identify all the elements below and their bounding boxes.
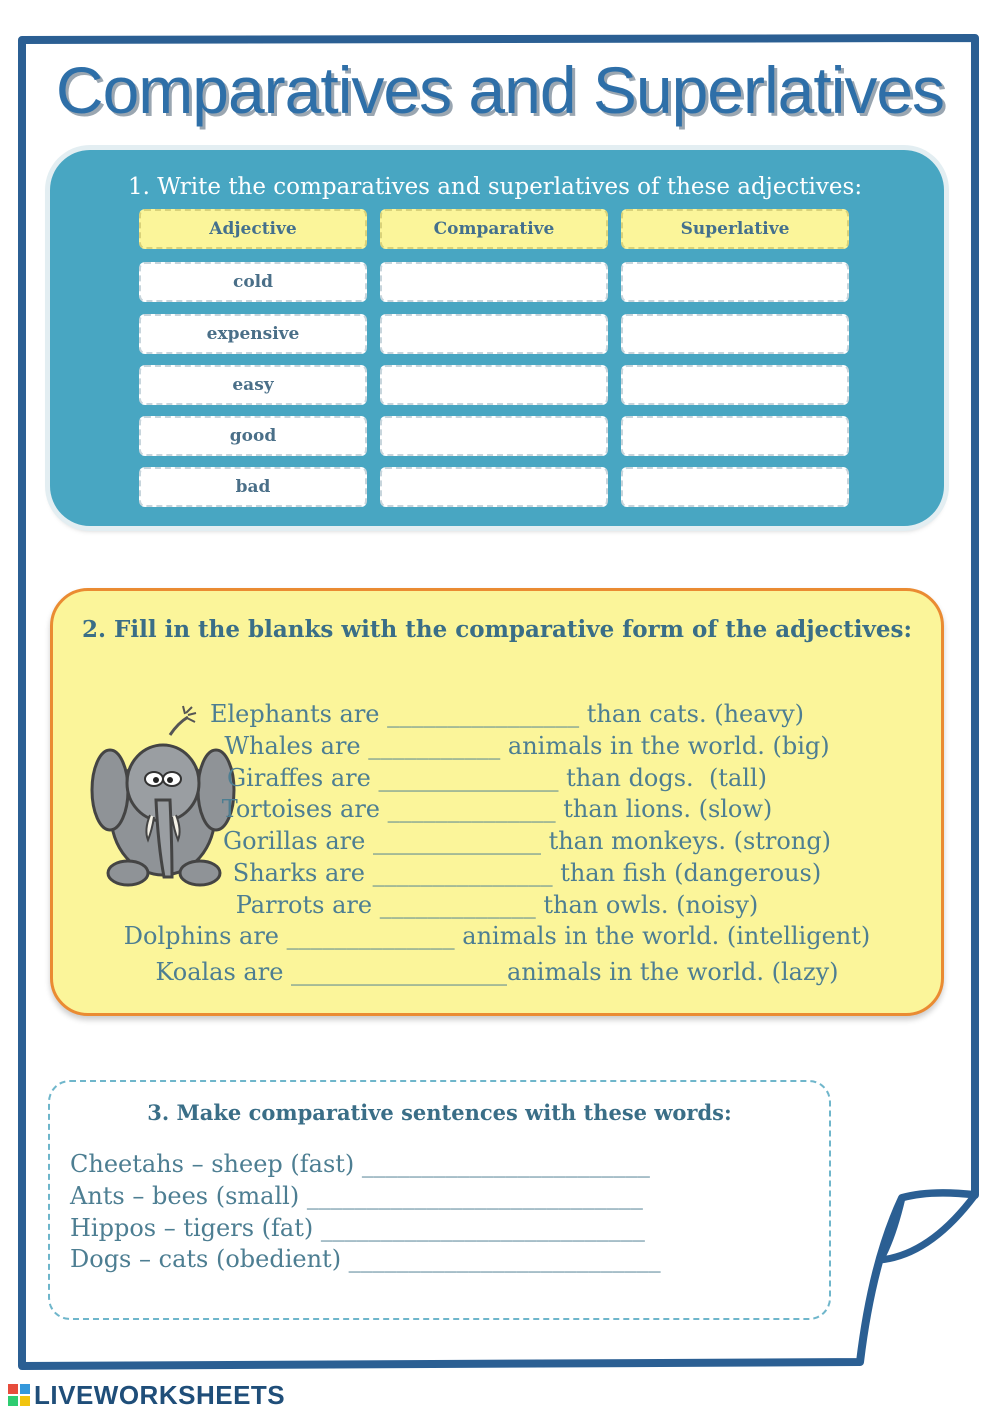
comparative-input[interactable] — [380, 262, 608, 302]
header-adjective: Adjective — [139, 209, 367, 249]
comparative-input[interactable] — [380, 467, 608, 507]
superlative-input[interactable] — [621, 314, 849, 354]
fill-blank-sentence[interactable]: Tortoises are ______________ than lions. (slow) — [221, 795, 773, 823]
exercise-3-title: 3. Make comparative sentences with these words: — [147, 1100, 732, 1125]
superlative-input[interactable] — [621, 467, 849, 507]
exercise-1-instruction: 1. Write the comparatives and superlatives of these adjectives: — [127, 174, 863, 200]
comparative-input[interactable] — [380, 314, 608, 354]
fill-blank-sentence[interactable]: Elephants are ________________ than cats. (heavy) — [209, 700, 805, 728]
superlative-input[interactable] — [621, 416, 849, 456]
liveworksheets-logo-icon — [8, 1384, 30, 1406]
fill-blank-sentence[interactable]: Koalas are __________________animals in the world. (lazy) — [155, 958, 839, 986]
fill-blank-sentence[interactable]: Gorillas are ______________ than monkeys. (strong) — [222, 827, 832, 855]
header-comparative: Comparative — [380, 209, 608, 249]
comparative-sentence-line[interactable]: Cheetahs – sheep (fast) ________________________ — [70, 1150, 650, 1178]
brand-name: LIVEWORKSHEETS — [34, 1379, 286, 1410]
fill-blank-sentence[interactable]: Parrots are _____________ than owls. (noisy) — [235, 891, 759, 919]
fill-blank-sentence[interactable]: Giraffes are _______________ than dogs. (tall) — [227, 764, 767, 792]
superlative-input[interactable] — [621, 365, 849, 405]
fill-blank-sentence[interactable]: Whales are ___________ animals in the world. (big) — [224, 732, 830, 760]
adjective-cell: bad — [139, 467, 367, 507]
footer-brand — [8, 1380, 285, 1410]
adjective-cell: expensive — [139, 314, 367, 354]
comparative-input[interactable] — [380, 416, 608, 456]
header-superlative: Superlative — [621, 209, 849, 249]
fill-blank-sentence[interactable]: Sharks are _______________ than fish (dangerous) — [232, 859, 822, 887]
comparative-sentence-line[interactable]: Ants – bees (small) ____________________________ — [70, 1182, 643, 1210]
page-title: Comparatives and Superlatives — [55, 53, 945, 127]
adjective-cell: good — [139, 416, 367, 456]
fill-blank-sentence[interactable]: Dolphins are ______________ animals in the world. (intelligent) — [123, 922, 871, 950]
comparative-input[interactable] — [380, 365, 608, 405]
comparative-sentence-line[interactable]: Hippos – tigers (fat) ___________________________ — [70, 1214, 645, 1242]
comparative-sentence-line[interactable]: Dogs – cats (obedient) __________________________ — [70, 1245, 661, 1273]
adjective-cell: cold — [139, 262, 367, 302]
superlative-input[interactable] — [621, 262, 849, 302]
exercise-2-title: 2. Fill in the blanks with the comparative form of the adjectives: — [82, 616, 912, 643]
adjective-cell: easy — [139, 365, 367, 405]
